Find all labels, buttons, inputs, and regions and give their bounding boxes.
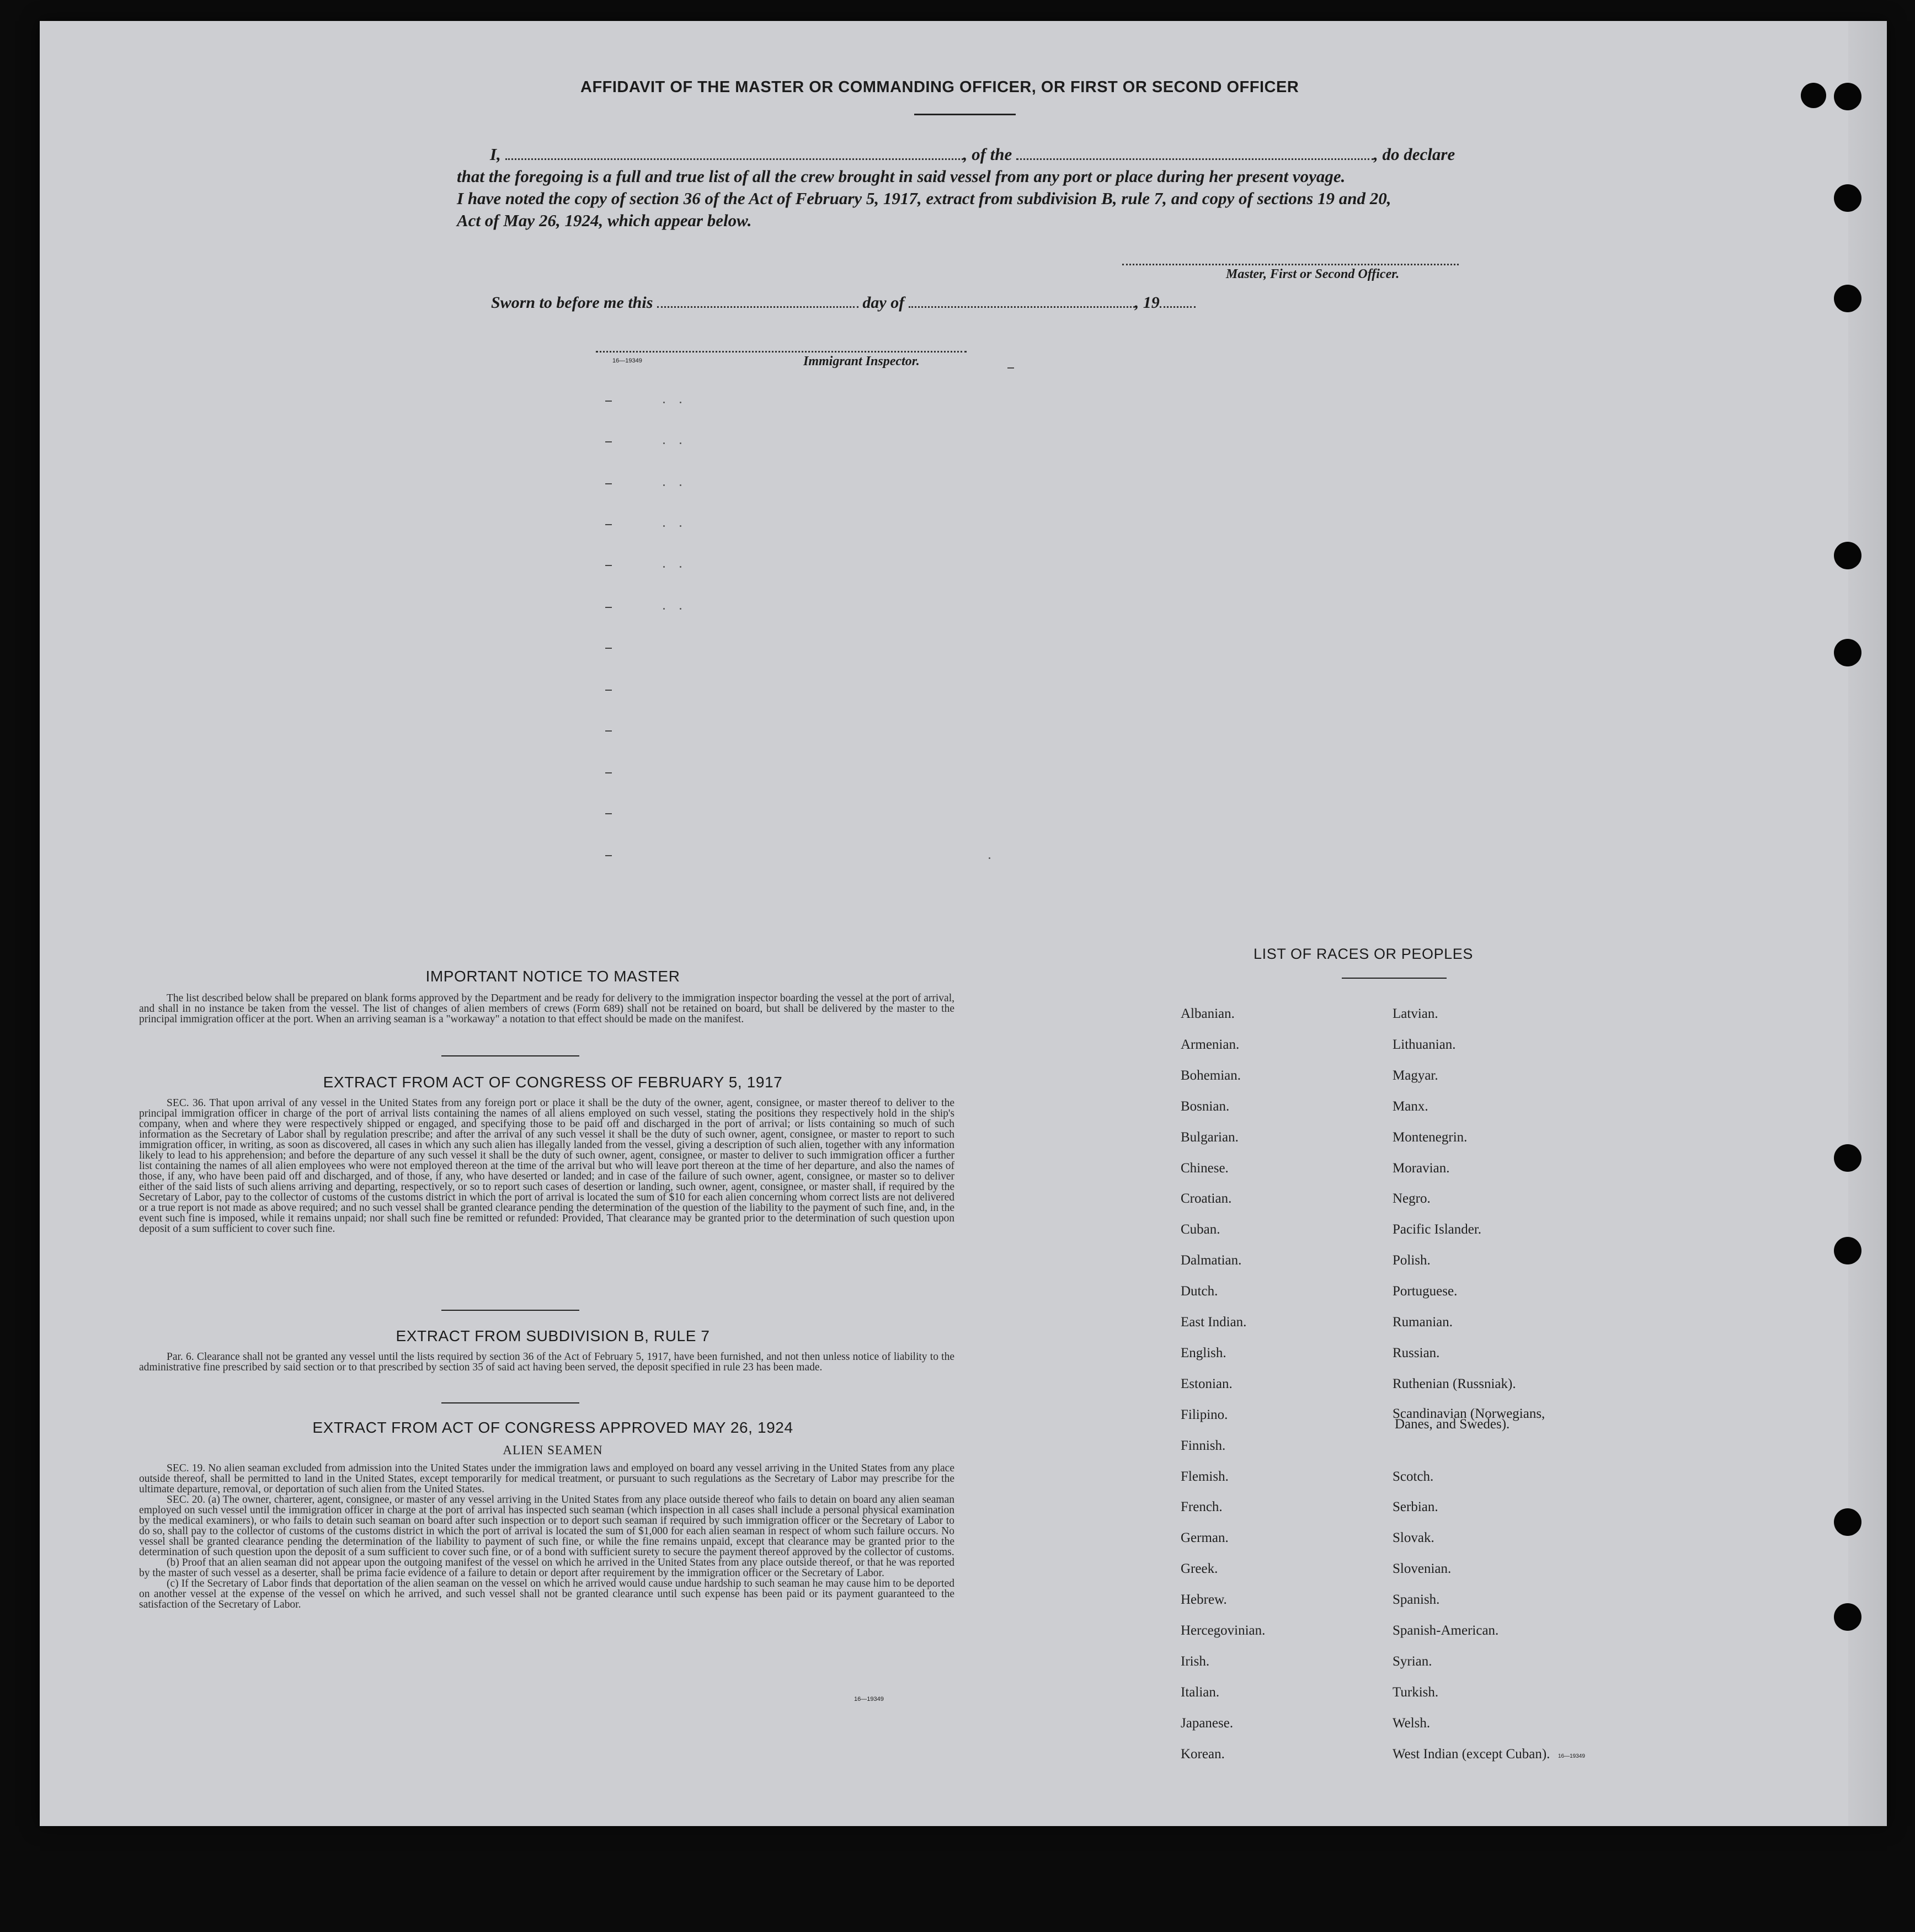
race-item: Croatian. xyxy=(1181,1191,1232,1206)
extract-1924-title: EXTRACT FROM ACT OF CONGRESS APPROVED MAY 26, 1924 xyxy=(312,1419,793,1436)
race-item: Moravian. xyxy=(1393,1161,1450,1176)
scan-mark xyxy=(605,565,612,566)
race-item: Magyar. xyxy=(1393,1068,1438,1083)
race-item: English. xyxy=(1181,1346,1226,1360)
scan-speck xyxy=(680,402,681,403)
sec20c-paragraph: (c) If the Secretary of Labor finds that deportation of the alien seaman on the vessel on which he arrived would cause undue hardship to such seaman he may cause him to be deported on another vessel at the expense of the vessel on which he arrived, and such vessel shall not be granted clearance until such expense has been paid or its payment guaranteed to the satisfaction of the Secretary of Labor. xyxy=(139,1578,954,1610)
race-item: Pacific Islander. xyxy=(1393,1222,1482,1237)
sec20a-paragraph: SEC. 20. (a) The owner, charterer, agent, consignee, or master of any vessel arriving in the United States from any place outside thereof who fails to detain on board any alien seaman employed on such vessel until the immigration officer in charge at the port of arrival has inspected such seaman (which inspection in all cases shall include a personal physical examination by the medical examiners), or who fails to detain such seaman on board after such inspection or to deport such seaman if required by such immigration officer or the Secretary of Labor to do so, shall pay to the collector of customs of the customs district in which the port of arrival is located the sum of $1,000 for each alien seaman in respect of whom such failure occurs. No vessel shall be granted clearance pending the determination of the liability to payment of such fine, or while the fine remains unpaid, except that clearance may be granted prior to the determination of such question upon the deposit of a sum sufficient to cover such fine, or of a bond with sufficient surety to secure the payment thereof approved by the collector of customs. xyxy=(139,1494,954,1558)
punch-hole xyxy=(1834,184,1861,212)
race-item: Estonian. xyxy=(1181,1376,1233,1391)
vessel-blank[interactable] xyxy=(1016,158,1374,160)
affidavit-of-the: , of the xyxy=(963,145,1012,164)
punch-hole xyxy=(1834,1508,1861,1536)
scan-mark xyxy=(605,607,612,608)
affidavit-declare: , do declare xyxy=(1374,145,1455,164)
notice-title: IMPORTANT NOTICE TO MASTER xyxy=(425,968,680,985)
scan-speck xyxy=(663,525,665,527)
extract-1924-text xyxy=(139,1463,954,1610)
rule7-text xyxy=(139,1352,954,1373)
race-item: Rumanian. xyxy=(1393,1315,1453,1330)
title-underline xyxy=(914,114,1016,115)
race-item: Latvian. xyxy=(1393,1006,1438,1021)
scan-speck xyxy=(663,402,665,403)
punch-hole xyxy=(1834,639,1861,666)
sworn-year-blank[interactable] xyxy=(1160,306,1196,308)
scan-mark xyxy=(605,855,612,856)
punch-hole xyxy=(1834,285,1861,312)
race-item: Japanese. xyxy=(1181,1716,1234,1731)
affidavit-i: I, xyxy=(490,145,501,164)
name-blank[interactable] xyxy=(505,158,963,160)
punch-hole xyxy=(1834,1144,1861,1172)
race-item: Serbian. xyxy=(1393,1499,1438,1514)
race-item: Slovak. xyxy=(1393,1530,1434,1545)
scan-speck xyxy=(680,442,681,444)
race-item: Hebrew. xyxy=(1181,1592,1227,1607)
sworn-day-blank[interactable] xyxy=(657,306,858,308)
master-caption: Master, First or Second Officer. xyxy=(1226,267,1400,281)
race-item: Armenian. xyxy=(1181,1037,1240,1052)
race-item: East Indian. xyxy=(1181,1315,1247,1330)
sworn-line xyxy=(491,293,1196,312)
section-divider xyxy=(441,1402,579,1403)
rule7-title: EXTRACT FROM SUBDIVISION B, RULE 7 xyxy=(396,1327,710,1344)
race-item-continuation: Danes, and Swedes). xyxy=(1395,1417,1510,1432)
sec19-paragraph: SEC. 19. No alien seaman excluded from admission into the United States under the immigration laws and employed on board any vessel arriving in the United States from any place outside thereof, shall be permitted to land in the United States, except temporarily for medical treatment, or pursuant to such regulations as the Secretary of Labor may prescribe for the ultimate departure, removal, or deportation of such alien from the United States. xyxy=(139,1463,954,1495)
alien-seamen-subtitle: ALIEN SEAMEN xyxy=(503,1443,603,1457)
master-signature-line[interactable] xyxy=(1122,264,1459,265)
inspector-caption: Immigrant Inspector. xyxy=(803,354,920,369)
race-item: Welsh. xyxy=(1393,1716,1431,1731)
punch-hole xyxy=(1834,1603,1861,1631)
scan-mark xyxy=(605,730,612,732)
race-item: Chinese. xyxy=(1181,1161,1229,1176)
scan-speck xyxy=(680,484,681,486)
scan-mark xyxy=(605,772,612,773)
section-divider xyxy=(441,1310,579,1311)
scan-speck xyxy=(663,566,665,568)
section-divider xyxy=(441,1055,579,1056)
race-item: Cuban. xyxy=(1181,1222,1220,1237)
punch-hole xyxy=(1834,83,1861,110)
race-item: Bulgarian. xyxy=(1181,1130,1239,1145)
sworn-day-of: day of xyxy=(862,293,905,312)
race-item: Hercegovinian. xyxy=(1181,1623,1266,1638)
extract-1917-title: EXTRACT FROM ACT OF CONGRESS OF FEBRUARY 5, 1917 xyxy=(323,1074,783,1091)
scan-speck xyxy=(663,608,665,610)
form-number-bottom-left: 16—19349 xyxy=(854,1696,884,1702)
affidavit-line-3: I have noted the copy of section 36 of the Act of February 5, 1917, extract from subdivision B, rule 7, and copy of sections 19 and 20, xyxy=(457,189,1391,208)
race-item: Bohemian. xyxy=(1181,1068,1241,1083)
race-item: Lithuanian. xyxy=(1393,1037,1456,1052)
punch-hole xyxy=(1834,542,1861,569)
race-item: Finnish. xyxy=(1181,1438,1226,1453)
sec20b-paragraph: (b) Proof that an alien seaman did not appear upon the outgoing manifest of the vessel on which he arrived in the United States from any place outside thereof, or that he was reported by the master of such vessel as a deserter, shall be prima facie evidence of a failure to detain or deport after requirement by the immigration officer or the Secretary of Labor. xyxy=(139,1557,954,1579)
affidavit-line-4: Act of May 26, 1924, which appear below. xyxy=(457,211,752,230)
affidavit-title: AFFIDAVIT OF THE MASTER OR COMMANDING OFFICER, OR FIRST OR SECOND OFFICER xyxy=(580,78,1299,96)
document-page xyxy=(40,21,1887,1826)
punch-hole xyxy=(1834,1237,1861,1264)
notice-paragraph: The list described below shall be prepared on blank forms approved by the Department and be ready for delivery to the immigration inspector boarding the vessel at the port of arrival, and shall in no instance be taken from the vessel. The list of changes of alien members of crews (Form 689) shall not be retained on board, but shall be delivered by the master to the principal immigration officer at the port. When an arriving seaman is a "workaway" a notation to that effect should be made on the manifest. xyxy=(139,992,954,1025)
notice-text xyxy=(139,993,954,1024)
race-item: Scandinavian (Norwegians, xyxy=(1393,1406,1545,1421)
race-item: Bosnian. xyxy=(1181,1099,1230,1114)
affidavit-line-2: that the foregoing is a full and true list of all the crew brought in said vessel from any port or place during her present voyage. xyxy=(457,167,1346,186)
race-item: Manx. xyxy=(1393,1099,1428,1114)
form-number-bottom-right: 16—19349 xyxy=(1558,1753,1585,1759)
inspector-signature-line[interactable] xyxy=(596,351,967,353)
race-item: Slovenian. xyxy=(1393,1561,1452,1576)
scan-mark xyxy=(605,483,612,484)
race-item: Dalmatian. xyxy=(1181,1253,1242,1268)
race-item: Turkish. xyxy=(1393,1685,1439,1700)
sworn-year: , 19 xyxy=(1134,293,1160,312)
scan-mark xyxy=(605,524,612,525)
race-item: Ruthenian (Russniak). xyxy=(1393,1376,1516,1391)
race-item: Korean. xyxy=(1181,1747,1225,1762)
scan-mark xyxy=(605,401,612,402)
sworn-month-blank[interactable] xyxy=(909,306,1135,308)
race-item: Negro. xyxy=(1393,1191,1431,1206)
races-title-underline xyxy=(1342,978,1447,979)
form-number-top: 16—19349 xyxy=(612,357,642,364)
race-item: West Indian (except Cuban). xyxy=(1393,1747,1550,1762)
race-item: Irish. xyxy=(1181,1654,1210,1669)
race-item: Spanish-American. xyxy=(1393,1623,1499,1638)
affidavit-line-1 xyxy=(490,145,1455,164)
scan-mark xyxy=(1007,367,1014,369)
extract-1917-text xyxy=(139,1098,954,1234)
race-item: French. xyxy=(1181,1499,1223,1514)
race-item: Russian. xyxy=(1393,1346,1440,1360)
race-item: Filipino. xyxy=(1181,1407,1228,1422)
scan-speck xyxy=(989,857,990,859)
race-item: Flemish. xyxy=(1181,1469,1229,1484)
race-item: Spanish. xyxy=(1393,1592,1440,1607)
rule7-paragraph: Par. 6. Clearance shall not be granted any vessel until the lists required by section 36 of the Act of February 5, 1917, have been furnished, and not then unless notice of liability to the administrative fine prescribed by said section or to that prescribed by section 35 of said act having been served, the deposit specified in rule 23 has been made. xyxy=(139,1351,954,1373)
race-item: Portuguese. xyxy=(1393,1284,1458,1299)
scan-speck xyxy=(663,484,665,486)
race-item: German. xyxy=(1181,1530,1229,1545)
race-item: Syrian. xyxy=(1393,1654,1432,1669)
scan-mark xyxy=(605,441,612,442)
sworn-start: Sworn to before me this xyxy=(491,293,653,312)
punch-hole xyxy=(1801,83,1826,108)
scan-speck xyxy=(663,442,665,444)
race-item: Montenegrin. xyxy=(1393,1130,1468,1145)
race-item: Greek. xyxy=(1181,1561,1218,1576)
races-title: LIST OF RACES OR PEOPLES xyxy=(1253,946,1474,962)
scan-mark xyxy=(605,648,612,649)
scan-speck xyxy=(680,525,681,527)
scan-speck xyxy=(680,608,681,610)
race-item: Polish. xyxy=(1393,1253,1431,1268)
scan-speck xyxy=(680,566,681,568)
race-item: Scotch. xyxy=(1393,1469,1434,1484)
race-item: Albanian. xyxy=(1181,1006,1235,1021)
scan-mark xyxy=(605,690,612,691)
scan-mark xyxy=(605,813,612,814)
race-item: Dutch. xyxy=(1181,1284,1218,1299)
sec36-paragraph: SEC. 36. That upon arrival of any vessel in the United States from any foreign port or place it shall be the duty of the owner, agent, consignee, or master thereof to deliver to the principal immigration officer in charge of the port of arrival lists containing the names of all aliens employed on such vessel, stating the positions they respectively hold in the ship's company, when and where they were respectively shipped or engaged, and specifying those to be paid off and discharged in the port of arrival; or lists containing so much of such information as the Secretary of Labor shall by regulation prescribe; and after the arrival of any such vessel it shall be the duty of such owner, agent, consignee, or master to report to such immigration officer, in writing, as soon as discovered, all cases in which any such alien has illegally landed from the vessel, giving a description of such alien, together with any information likely to lead to his apprehension; and before the departure of any such vessel it shall be the duty of such owner, agent, consignee, or master to deliver to such immigration officer a further list containing the names of all alien employees who were not employed thereon at the time of the arrival but who will leave port thereon at the time of her departure, and also the names of those, if any, who have been paid off and discharged, and of those, if any, who have deserted or landed; and in case of the failure of such owner, agent, consignee, or master so to deliver either of the said lists of such aliens arriving and departing, respectively, or so to report such cases of desertion or landing, such owner, agent, consignee, or master shall, if required by the Secretary of Labor, pay to the collector of customs of the customs district in which the port of arrival is located the sum of $10 for each alien concerning whom correct lists are not delivered or a true report is not made as above required; and no such vessel shall be granted clearance pending the determination of the question of the liability to the payment of such fine, and, in the event such fine is imposed, while it remains unpaid; nor shall such fine be remitted or refunded: Provided, That clearance may be granted prior to the determination of such question upon deposit of a sum sufficient to cover such fine. xyxy=(139,1097,954,1235)
race-item: Italian. xyxy=(1181,1685,1220,1700)
